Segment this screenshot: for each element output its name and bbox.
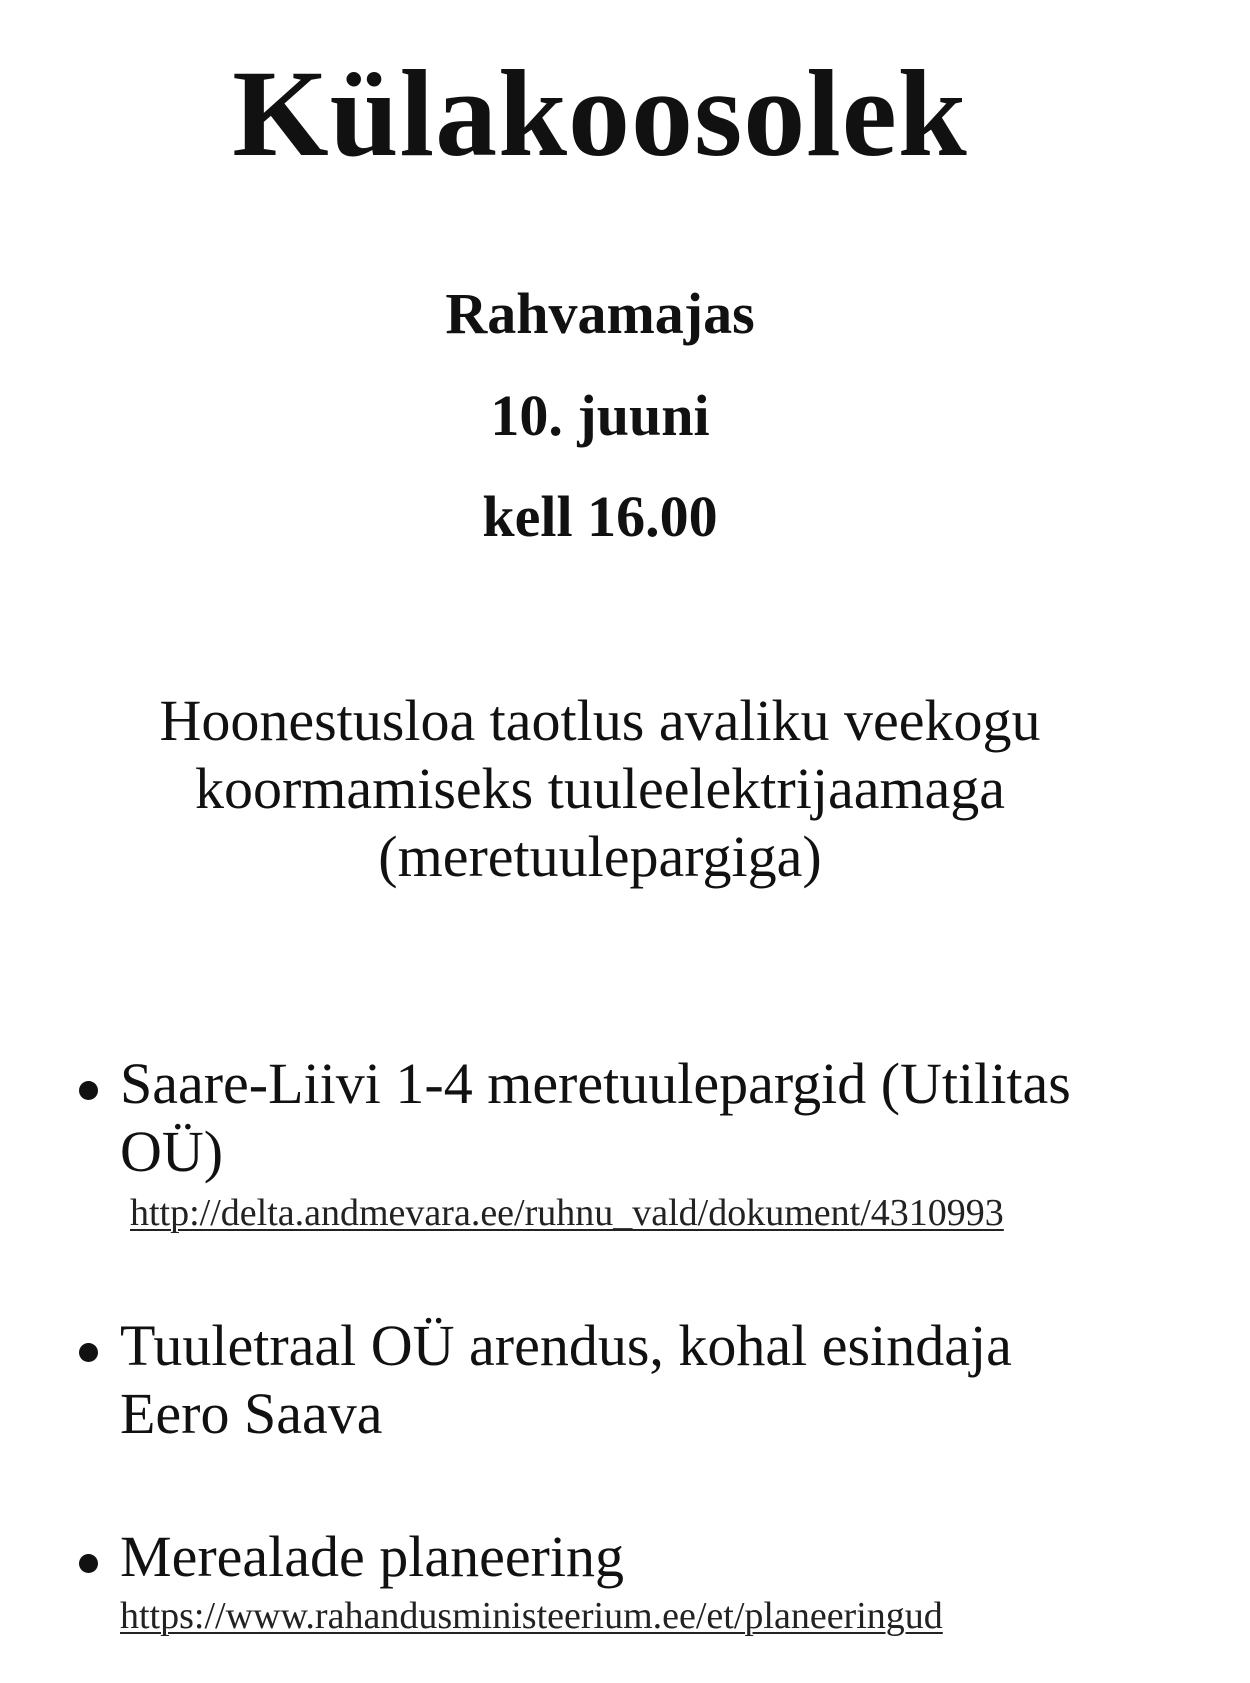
meeting-place: Rahvamajas [445, 281, 755, 346]
agenda-item-text: Saare-Liivi 1-4 meretuulepargid (Utilitas OÜ) [120, 1051, 1071, 1184]
agenda-item-text: Merealade planeering [120, 1524, 624, 1589]
planning-page-link[interactable]: https://www.rahandusministeerium.ee/et/planeeringud [120, 1595, 943, 1637]
meeting-subject [0, 687, 1200, 891]
subject-line: koormamiseks tuuleelektrijaamaga [194, 756, 1006, 821]
meeting-time: kell 16.00 [482, 484, 718, 549]
delta-document-link[interactable]: http://delta.andmevara.ee/ruhnu_vald/dokument/4310993 [130, 1192, 1004, 1234]
bullet-icon [79, 1343, 98, 1362]
meeting-date: 10. juuni [490, 383, 710, 448]
agenda-item-text: Tuuletraal OÜ arendus, kohal esindaja Eero Saava [120, 1313, 1012, 1446]
notice-title: Külakoosolek [232, 45, 968, 182]
subject-line: (meretuulepargiga) [378, 824, 822, 889]
subject-line: Hoonestusloa taotlus avaliku veekogu [159, 688, 1041, 753]
bullet-icon [79, 1554, 98, 1573]
bullet-icon [79, 1081, 98, 1100]
